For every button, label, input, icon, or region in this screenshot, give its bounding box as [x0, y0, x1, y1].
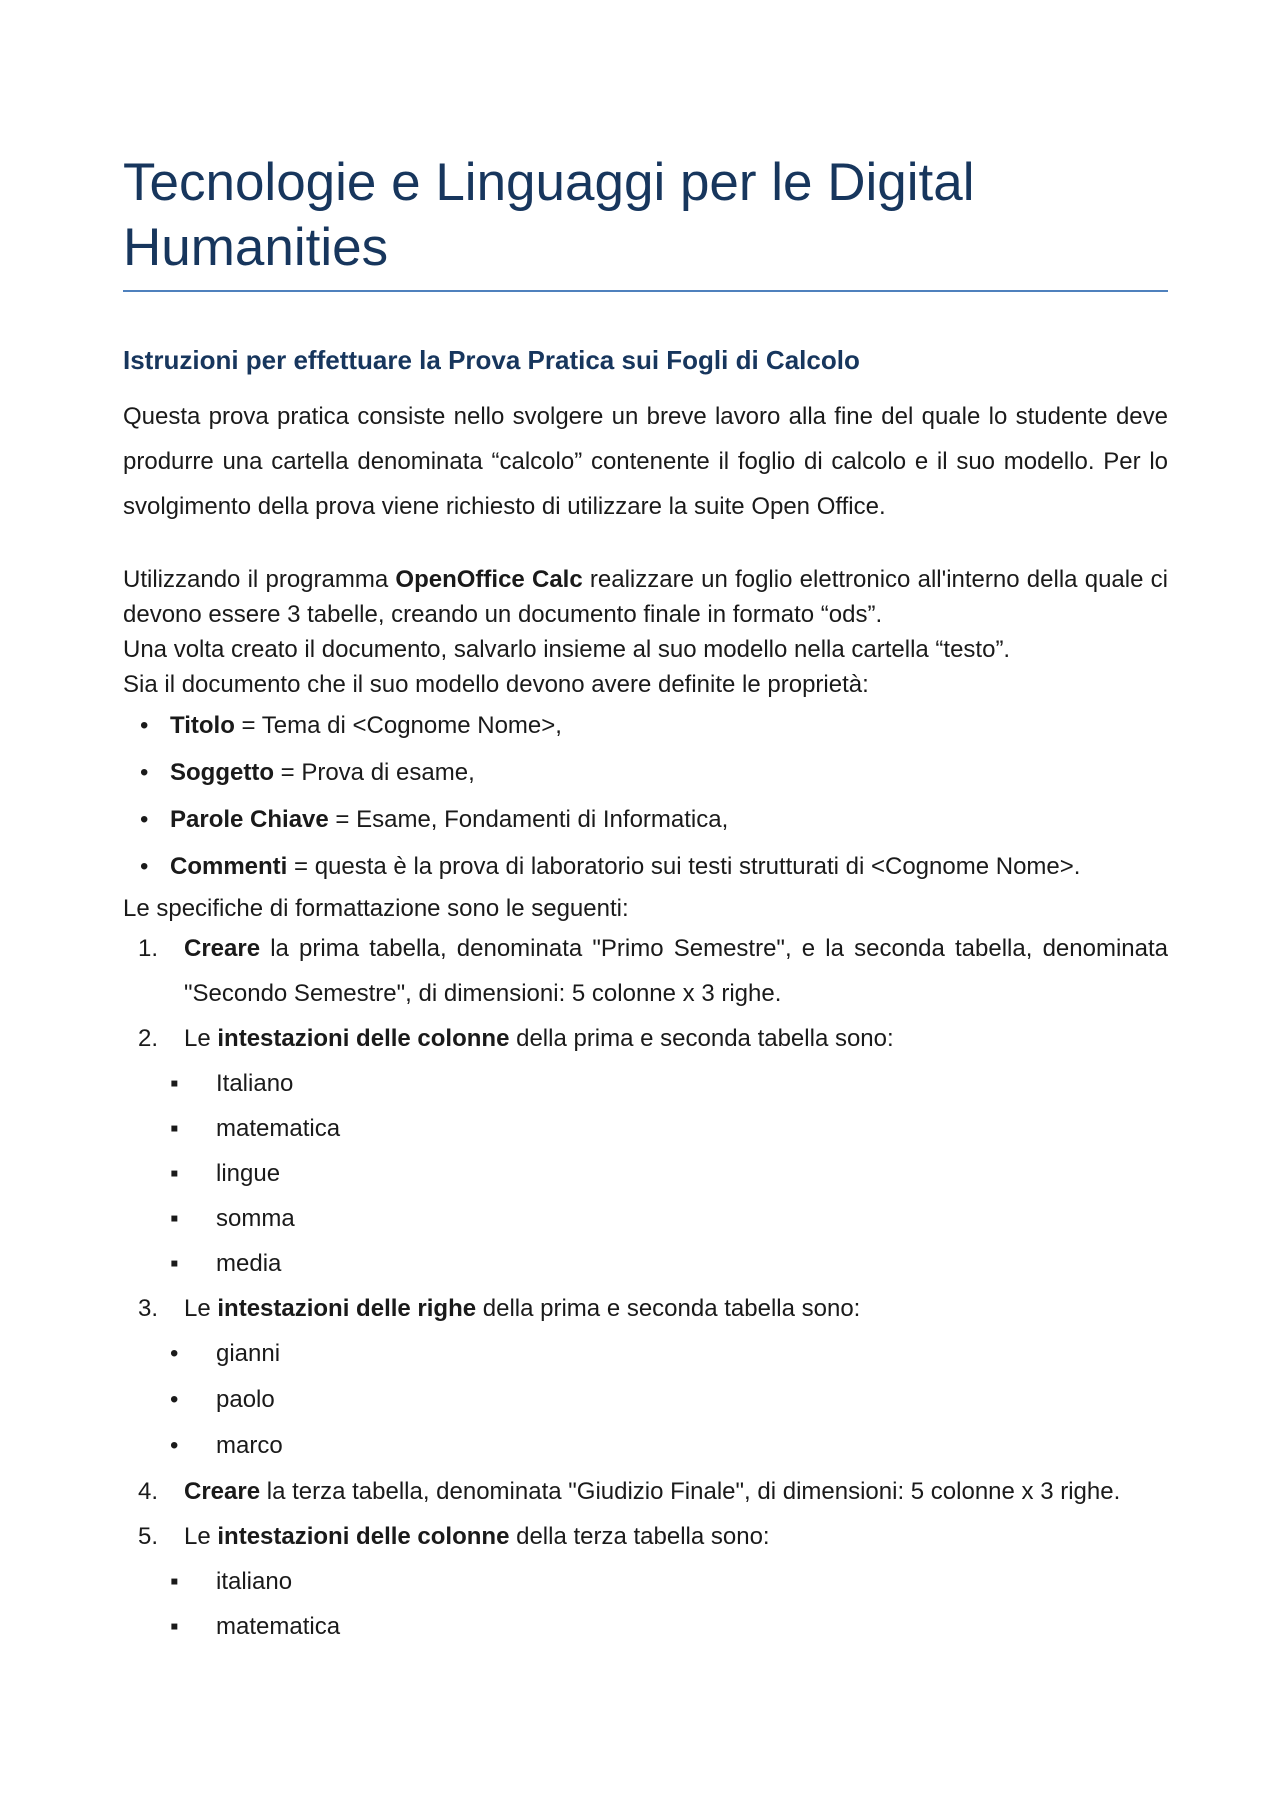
spec-item — [123, 926, 1168, 1016]
usage-paragraph — [123, 562, 1168, 702]
list-item-label: marco — [216, 1432, 283, 1459]
property-value: = Esame, Fondamenti di Informatica, — [328, 806, 729, 833]
column-headers-list — [123, 1061, 1168, 1286]
list-item — [123, 1559, 1168, 1604]
square-bullet-icon: ▪ — [170, 1250, 179, 1277]
list-item — [123, 1106, 1168, 1151]
square-bullet-icon: ▪ — [170, 1568, 179, 1595]
property-item — [123, 749, 1168, 796]
list-number: 5. — [138, 1523, 159, 1550]
bullet-icon: • — [170, 1386, 179, 1413]
list-item — [123, 1241, 1168, 1286]
spec-text: della prima e seconda tabella sono: — [509, 1025, 894, 1052]
program-name: OpenOffice Calc — [395, 566, 583, 593]
spec-item — [123, 1469, 1168, 1514]
list-number: 3. — [138, 1295, 159, 1322]
spec-text: la prima tabella, denominata "Primo Semestre", e la seconda tabella, denominata "Secondo Semestre", di dimensioni: 5 colonne x 3 righe. — [184, 935, 1168, 1007]
list-item-label: matematica — [216, 1613, 341, 1640]
spec-text: della prima e seconda tabella sono: — [476, 1295, 861, 1322]
spec-bold: intestazioni delle colonne — [217, 1523, 510, 1550]
list-item-label: media — [216, 1250, 282, 1277]
list-item-label: paolo — [216, 1386, 275, 1413]
spec-bold: intestazioni delle colonne — [217, 1025, 510, 1052]
spec-bold: intestazioni delle righe — [217, 1295, 477, 1322]
list-item — [123, 1331, 1168, 1377]
property-key: Titolo — [170, 712, 235, 739]
bullet-icon: • — [140, 759, 149, 786]
list-item — [123, 1151, 1168, 1196]
square-bullet-icon: ▪ — [170, 1613, 179, 1640]
property-key: Parole Chiave — [170, 806, 329, 833]
specs-intro: Le specifiche di formattazione sono le seguenti: — [123, 895, 629, 922]
list-item-label: somma — [216, 1205, 295, 1232]
spec-bold: Creare — [184, 935, 261, 962]
spec-text: della terza tabella sono: — [509, 1523, 770, 1550]
spec-pre: Le — [184, 1025, 218, 1052]
properties-list — [123, 702, 1168, 890]
list-item-label: Italiano — [216, 1070, 294, 1097]
document-page — [123, 150, 1168, 1649]
square-bullet-icon: ▪ — [170, 1160, 179, 1187]
spec-item — [123, 1286, 1168, 1331]
document-title: Tecnologie e Linguaggi per le Digital Humanities — [123, 150, 1168, 292]
bullet-icon: • — [170, 1340, 179, 1367]
list-item-label: italiano — [216, 1568, 293, 1595]
property-item — [123, 796, 1168, 843]
spec-bold: Creare — [184, 1478, 261, 1505]
bullet-icon: • — [140, 853, 149, 880]
list-number: 2. — [138, 1025, 159, 1052]
spec-item — [123, 1016, 1168, 1061]
list-item-label: gianni — [216, 1340, 281, 1367]
bullet-icon: • — [140, 712, 149, 739]
square-bullet-icon: ▪ — [170, 1115, 179, 1142]
row-headers-list — [123, 1331, 1168, 1469]
intro-paragraph: Questa prova pratica consiste nello svolgere un breve lavoro alla fine del quale lo studente deve produrre una cartella denominata “calcolo” contenente il foglio di calcolo e il suo modello. Per lo svolgimento della prova viene richiesto di utilizzare la suite Open Office. — [123, 403, 1168, 520]
list-item-label: matematica — [216, 1115, 341, 1142]
list-item — [123, 1061, 1168, 1106]
usage-line-2: Una volta creato il documento, salvarlo insieme al suo modello nella cartella “testo”. — [123, 636, 1011, 663]
list-item — [123, 1377, 1168, 1423]
bullet-icon: • — [170, 1432, 179, 1459]
specs-list — [123, 1286, 1168, 1331]
property-key: Soggetto — [170, 759, 274, 786]
usage-line-1 — [123, 562, 1168, 632]
final-column-headers-list — [123, 1559, 1168, 1649]
list-item — [123, 1423, 1168, 1469]
usage-line-3: Sia il documento che il suo modello devono avere definite le proprietà: — [123, 671, 869, 698]
property-value: = questa è la prova di laboratorio sui testi strutturati di <Cognome Nome>. — [287, 853, 1081, 880]
specs-list — [123, 926, 1168, 1061]
usage-suffix: realizzare un foglio elettronico all'interno della quale ci devono essere 3 tabelle, creando un documento finale in formato “ods”. — [123, 566, 1169, 628]
spec-pre: Le — [184, 1295, 218, 1322]
property-key: Commenti — [170, 853, 288, 880]
list-item — [123, 1604, 1168, 1649]
list-item — [123, 1196, 1168, 1241]
list-number: 1. — [138, 935, 159, 962]
list-item-label: lingue — [216, 1160, 281, 1187]
spec-item — [123, 1514, 1168, 1559]
specs-list — [123, 1469, 1168, 1559]
square-bullet-icon: ▪ — [170, 1070, 179, 1097]
property-item — [123, 843, 1168, 890]
list-number: 4. — [138, 1478, 159, 1505]
property-item — [123, 702, 1168, 749]
square-bullet-icon: ▪ — [170, 1205, 179, 1232]
section-heading: Istruzioni per effettuare la Prova Pratica sui Fogli di Calcolo — [123, 345, 860, 375]
spec-pre: Le — [184, 1523, 218, 1550]
spec-text: la terza tabella, denominata "Giudizio Finale", di dimensioni: 5 colonne x 3 righe. — [260, 1478, 1121, 1505]
usage-prefix: Utilizzando il programma — [123, 566, 396, 593]
property-value: = Tema di <Cognome Nome>, — [234, 712, 562, 739]
bullet-icon: • — [140, 806, 149, 833]
property-value: = Prova di esame, — [273, 759, 475, 786]
